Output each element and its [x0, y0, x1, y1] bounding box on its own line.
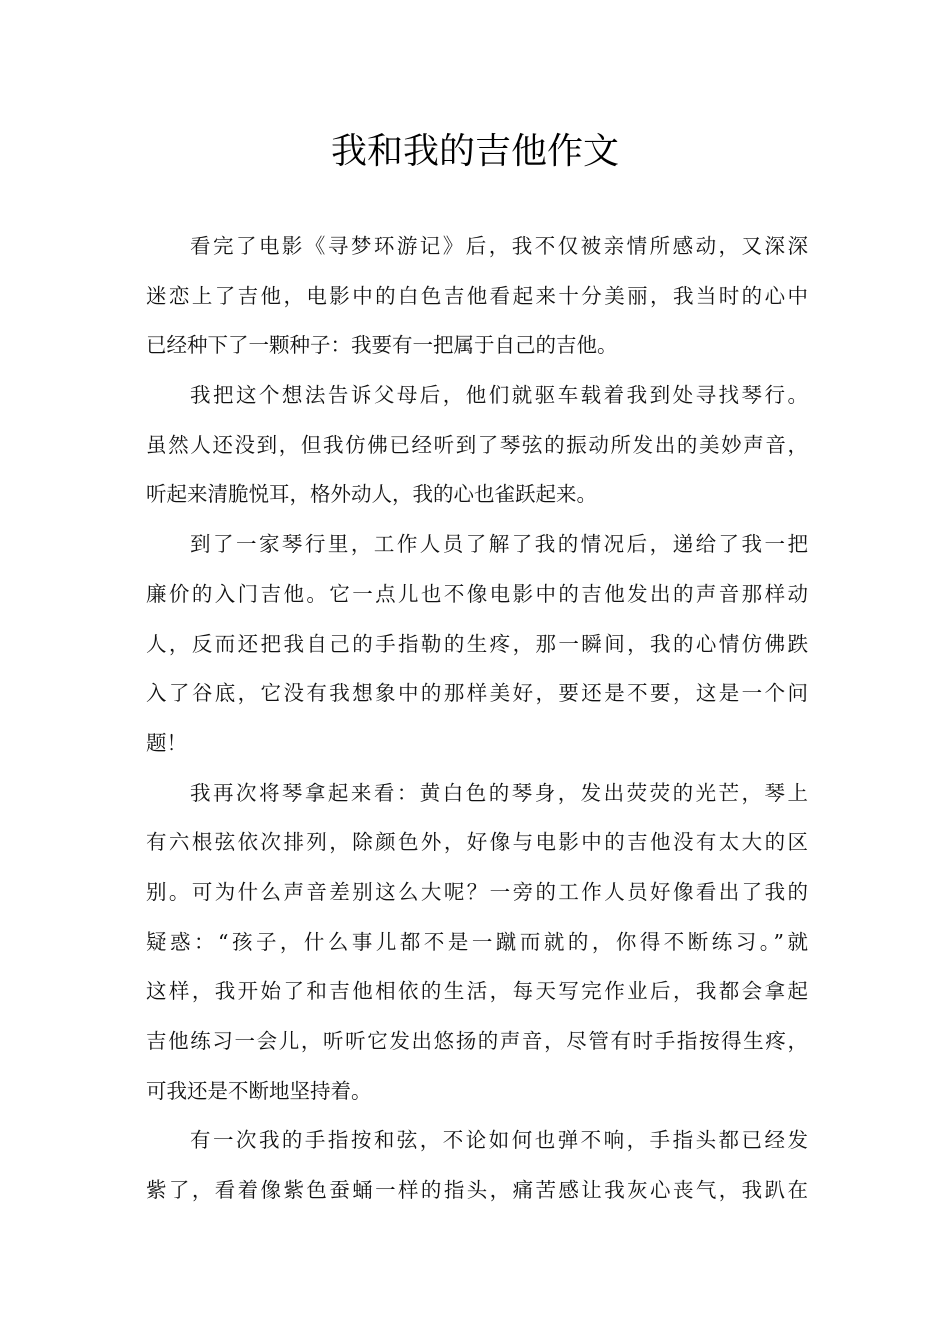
paragraph-line: 入了谷底，它没有我想象中的那样美好，要还是不要，这是一个问 [146, 681, 808, 706]
paragraph-line: 看完了电影《寻梦环游记》后，我不仅被亲情所感动，又深深 [190, 234, 808, 258]
paragraph-line: 这样，我开始了和吉他相依的生活，每天写完作业后，我都会拿起 [146, 979, 808, 1004]
paragraph-line: 迷恋上了吉他，电影中的白色吉他看起来十分美丽，我当时的心中 [146, 283, 808, 308]
paragraph-line: 人，反而还把我自己的手指勒的生疼，那一瞬间，我的心情仿佛跌 [146, 631, 808, 656]
paragraph-line: 廉价的入门吉他。它一点儿也不像电影中的吉他发出的声音那样动 [146, 581, 808, 606]
paragraph-line: 有一次我的手指按和弦，不论如何也弹不响，手指头都已经发 [190, 1128, 808, 1153]
paragraph-line: 紫了，看着像紫色蚕蛹一样的指头，痛苦感让我灰心丧气，我趴在 [146, 1178, 808, 1203]
paragraph-line: 题！ [146, 730, 187, 755]
paragraph-line: 虽然人还没到，但我仿佛已经听到了琴弦的振动所发出的美妙声音， [146, 432, 808, 457]
essay-body [146, 222, 808, 1216]
document-title: 我和我的吉他作文 [330, 131, 619, 172]
paragraph-line: 我把这个想法告诉父母后，他们就驱车载着我到处寻找琴行。 [190, 383, 808, 408]
paragraph-line: 有六根弦依次排列，除颜色外，好像与电影中的吉他没有太大的区 [146, 830, 808, 855]
paragraph-line: 吉他练习一会儿，听听它发出悠扬的声音，尽管有时手指按得生疼， [146, 1029, 808, 1053]
paragraph-line: 别。可为什么声音差别这么大呢？一旁的工作人员好像看出了我的 [146, 879, 808, 904]
paragraph-line: 已经种下了一颗种子：我要有一把属于自己的吉他。 [146, 333, 618, 358]
paragraph-line: 到了一家琴行里，工作人员了解了我的情况后，递给了我一把 [190, 532, 808, 557]
paragraph-line: 听起来清脆悦耳，格外动人，我的心也雀跃起来。 [146, 482, 597, 507]
paragraph-line: 疑惑：“孩子，什么事儿都不是一蹴而就的，你得不断练习。”就 [146, 929, 808, 954]
paragraph-line: 可我还是不断地坚持着。 [146, 1078, 372, 1103]
paragraph-line: 我再次将琴拿起来看：黄白色的琴身，发出荧荧的光芒，琴上 [190, 780, 808, 805]
